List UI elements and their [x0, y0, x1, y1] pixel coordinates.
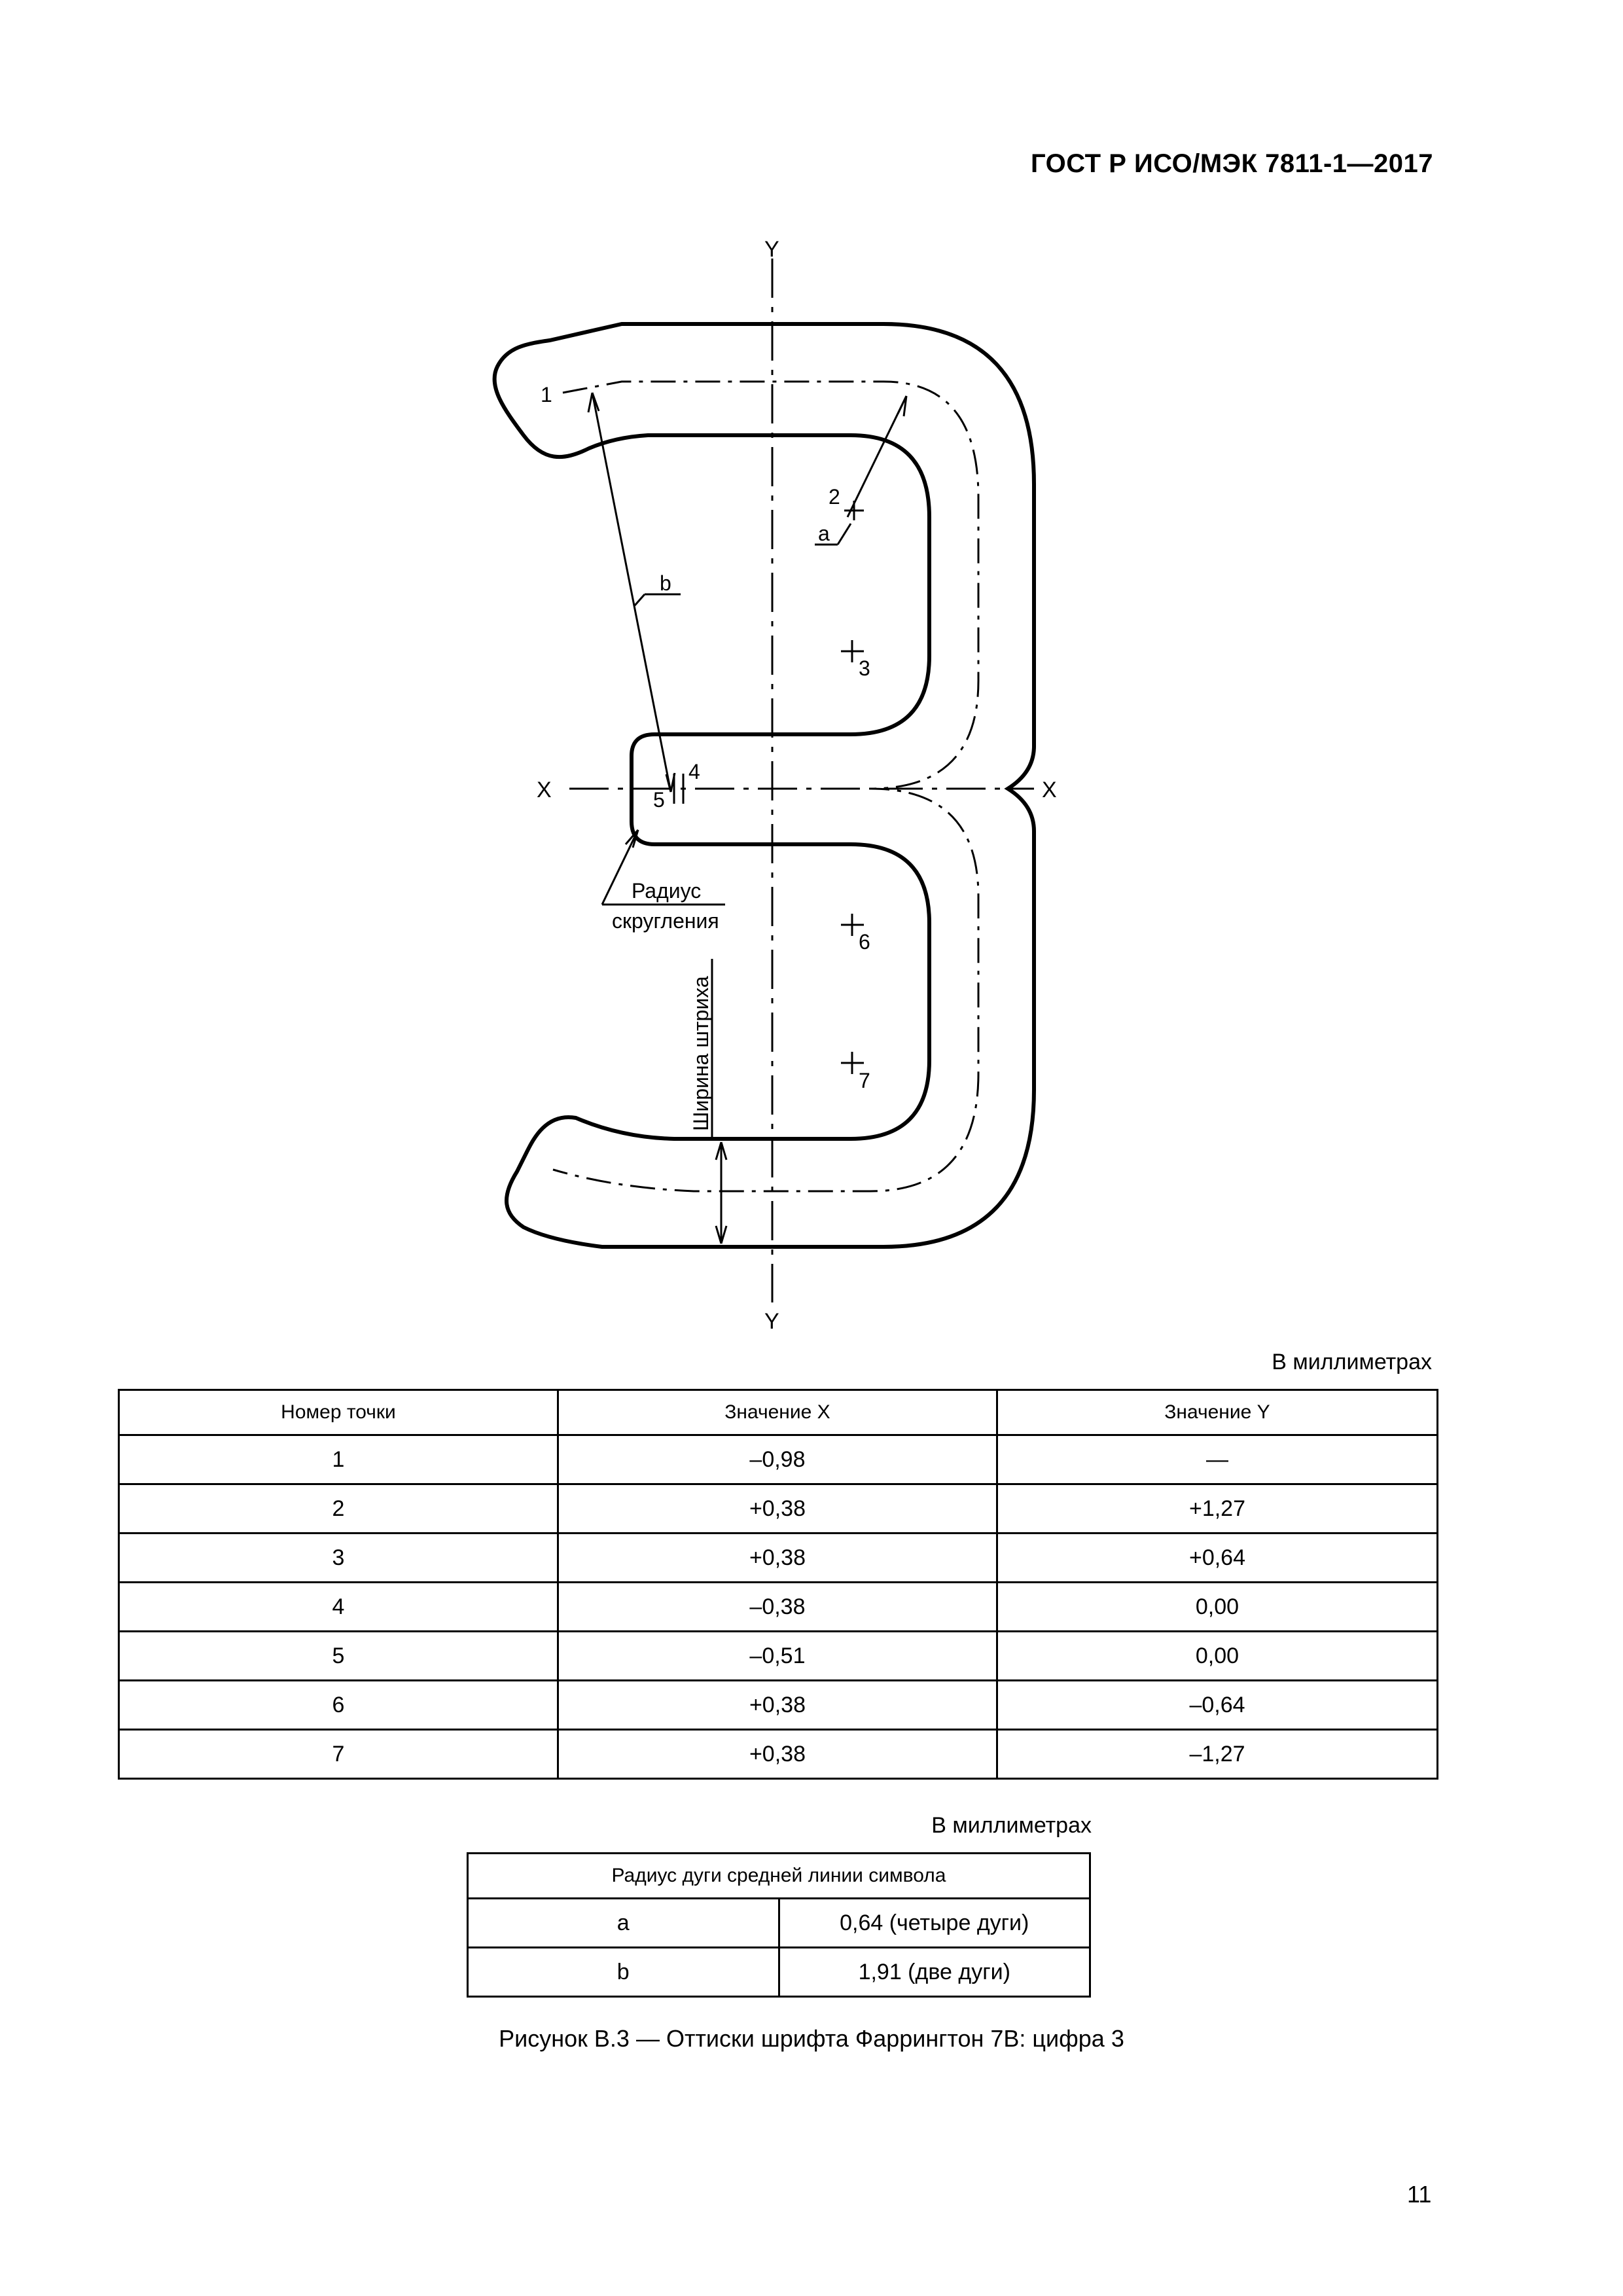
points-table: [118, 1389, 1438, 1780]
cell-x: +0,38: [558, 1681, 997, 1730]
cell-y: 0,00: [997, 1583, 1437, 1632]
page-number: 11: [1407, 2181, 1432, 2208]
glyph-centerline: [553, 382, 978, 1191]
cell-point: 7: [119, 1730, 558, 1779]
cell-point: 6: [119, 1681, 558, 1730]
radius-table-units: В миллиметрах: [931, 1813, 1092, 1838]
radius-table: [467, 1852, 1091, 1998]
cell-x: +0,38: [558, 1484, 997, 1534]
radius-table-header-row: [468, 1854, 1090, 1899]
table-row: [468, 1948, 1090, 1997]
radius-table-header: Радиус дуги средней линии символа: [468, 1854, 1090, 1899]
col-header-point: Номер точки: [119, 1390, 558, 1435]
cell-point: 4: [119, 1583, 558, 1632]
dim-b-leader-diag: [635, 594, 645, 605]
col-header-x: Значение X: [558, 1390, 997, 1435]
cell-y: +1,27: [997, 1484, 1437, 1534]
dim-b-line: [592, 393, 671, 792]
cell-x: +0,38: [558, 1730, 997, 1779]
cell-arc-value: 1,91 (две дуги): [779, 1948, 1090, 1997]
point-label-6: 6: [859, 930, 870, 954]
cell-arc-label: a: [468, 1899, 779, 1948]
table-row: [119, 1484, 1438, 1534]
cell-y: +0,64: [997, 1534, 1437, 1583]
cell-x: –0,38: [558, 1583, 997, 1632]
point-label-2: 2: [829, 485, 840, 509]
cell-point: 2: [119, 1484, 558, 1534]
table-row: [119, 1534, 1438, 1583]
dim-label-b: b: [660, 571, 671, 595]
glyph-outline: [495, 324, 1034, 1247]
point-label-3: 3: [859, 656, 870, 680]
table-row: [119, 1583, 1438, 1632]
radius-label-line1: Радиус: [632, 879, 702, 903]
cell-y: —: [997, 1435, 1437, 1484]
cell-x: +0,38: [558, 1534, 997, 1583]
dim-a-leader-diag: [838, 524, 851, 545]
points-table-units: В миллиметрах: [1272, 1350, 1432, 1374]
point-label-7: 7: [859, 1069, 870, 1092]
y-axis-label-top: Y: [764, 237, 779, 262]
cell-x: –0,98: [558, 1435, 997, 1484]
cell-point: 3: [119, 1534, 558, 1583]
table-row: [119, 1435, 1438, 1484]
cell-point: 5: [119, 1632, 558, 1681]
cell-arc-value: 0,64 (четыре дуги): [779, 1899, 1090, 1948]
table-row: [119, 1681, 1438, 1730]
table-row: [468, 1899, 1090, 1948]
document-id-header: ГОСТ Р ИСО/МЭК 7811-1—2017: [1031, 149, 1433, 178]
x-axis-label-right: X: [1042, 778, 1057, 802]
point-label-1: 1: [541, 383, 552, 406]
radius-label-line2: скругления: [612, 909, 719, 933]
table-row: [119, 1632, 1438, 1681]
dim-a-arrow: [898, 396, 906, 416]
cell-y: –1,27: [997, 1730, 1437, 1779]
cell-point: 1: [119, 1435, 558, 1484]
table-row: [119, 1730, 1438, 1779]
cell-y: 0,00: [997, 1632, 1437, 1681]
dim-a-line: [847, 396, 906, 517]
point-label-4: 4: [688, 760, 700, 783]
x-axis-label-left: X: [537, 778, 552, 802]
stroke-width-label: Ширина штриха: [689, 976, 713, 1131]
col-header-y: Значение Y: [997, 1390, 1437, 1435]
cell-x: –0,51: [558, 1632, 997, 1681]
cell-y: –0,64: [997, 1681, 1437, 1730]
dim-label-a: a: [818, 522, 830, 545]
cell-arc-label: b: [468, 1948, 779, 1997]
points-table-header-row: [119, 1390, 1438, 1435]
y-axis-label-bottom: Y: [764, 1309, 779, 1334]
point-label-5: 5: [653, 788, 665, 812]
figure-caption: Рисунок В.3 — Оттиски шрифта Фаррингтон 7В: цифра 3: [499, 2025, 1124, 2052]
